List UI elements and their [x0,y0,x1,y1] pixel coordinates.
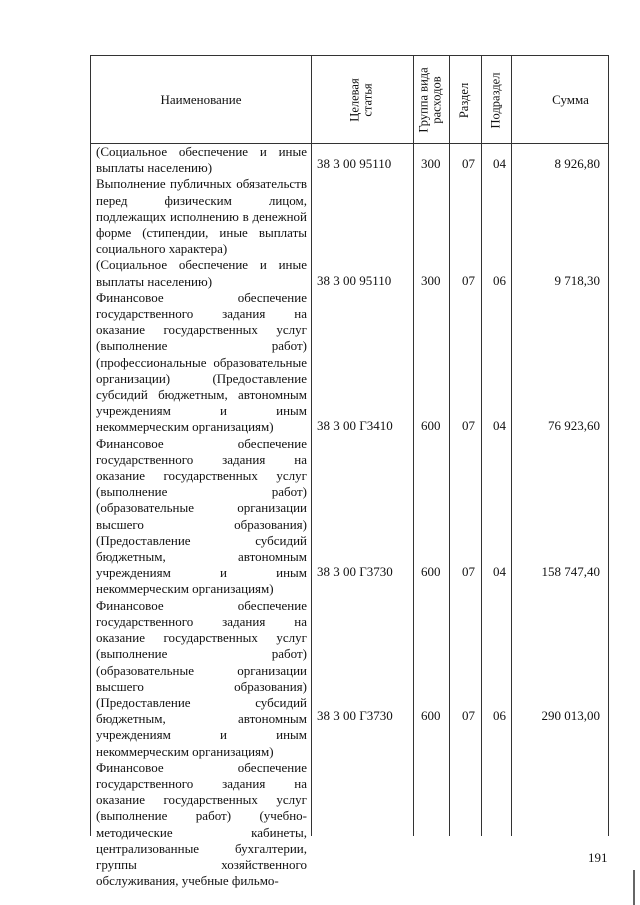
row-expense-group: 600 [421,418,441,433]
row-sum: 9 718,30 [554,273,600,288]
description-line: Выполнение публичных обязательств перед физическим лицом, подлежащих исполнению в денежной форме (стипендии, иные выплаты социального характера) [96,176,307,257]
header-sum: Сумма [552,92,589,107]
row-subsection: 04 [493,418,506,433]
row-target-code: 38 3 00 Г3730 [317,564,393,579]
column-divider [311,56,312,836]
row-section: 07 [462,273,475,288]
column-divider [511,56,512,836]
row-subsection: 04 [493,564,506,579]
row-sum: 76 923,60 [548,418,600,433]
row-target-code: 38 3 00 Г3730 [317,708,393,723]
row-expense-group: 300 [421,273,441,288]
description-line: Финансовое обеспечение государственного задания на оказание государственных услуг (выполнение работ) (профессиональные образовательные организации) (Предоставление субсидий бюджетным, автономным учреждениям и иным некоммерческим организациям) [96,289,307,435]
row-section: 07 [462,418,475,433]
row-section: 07 [462,156,475,171]
row-section: 07 [462,708,475,723]
scan-edge-mark [633,870,635,905]
header-name: Наименование [160,92,242,107]
row-subsection: 06 [493,273,506,288]
row-target-code: 38 3 00 95110 [317,273,392,288]
row-expense-group: 600 [421,564,441,579]
description-line: Финансовое обеспечение государственного задания на оказание государственных услуг (выполнение работ) (образовательные организации высшего образования) (Предоставление субсидий бюджетным, автономным учреждениям и иным некоммерческим организациям) [96,435,307,597]
description-line: Финансовое обеспечение государственного задания на оказание государственных услуг (выполнение работ) (образовательные организации высшего образования) (Предоставление субсидий бюджетным, автономным учреждениям и иным некоммерческим организациям) [96,597,307,759]
row-subsection: 04 [493,156,506,171]
header-expense-group: Группа вида расходов [417,67,445,133]
row-target-code: 38 3 00 Г3410 [317,418,393,433]
page-number: 191 [588,850,608,865]
column-divider [413,56,414,836]
header-subsection: Подраздел [488,72,503,128]
row-sum: 8 926,80 [554,156,600,171]
row-sum: 158 747,40 [541,564,600,579]
description-line: (Социальное обеспечение и иные выплаты населению) [96,257,307,289]
row-sum: 290 013,00 [541,708,600,723]
row-subsection: 06 [493,708,506,723]
row-expense-group: 300 [421,156,441,171]
description-line: Финансовое обеспечение государственного задания на оказание государственных услуг (выполнение работ) (учебно-методические кабинеты, централизованные бухгалтерии, группы хозяйственного обслуживания, учебные фильмо- [96,759,307,889]
row-target-code: 38 3 00 95110 [317,156,392,171]
description-line: (Социальное обеспечение и иные выплаты населению) [96,144,307,176]
column-divider [449,56,450,836]
row-expense-group: 600 [421,708,441,723]
row-section: 07 [462,564,475,579]
header-section: Раздел [457,82,472,118]
description-column [96,144,307,889]
column-divider [481,56,482,836]
header-target-article: Целевая статья [348,78,375,122]
